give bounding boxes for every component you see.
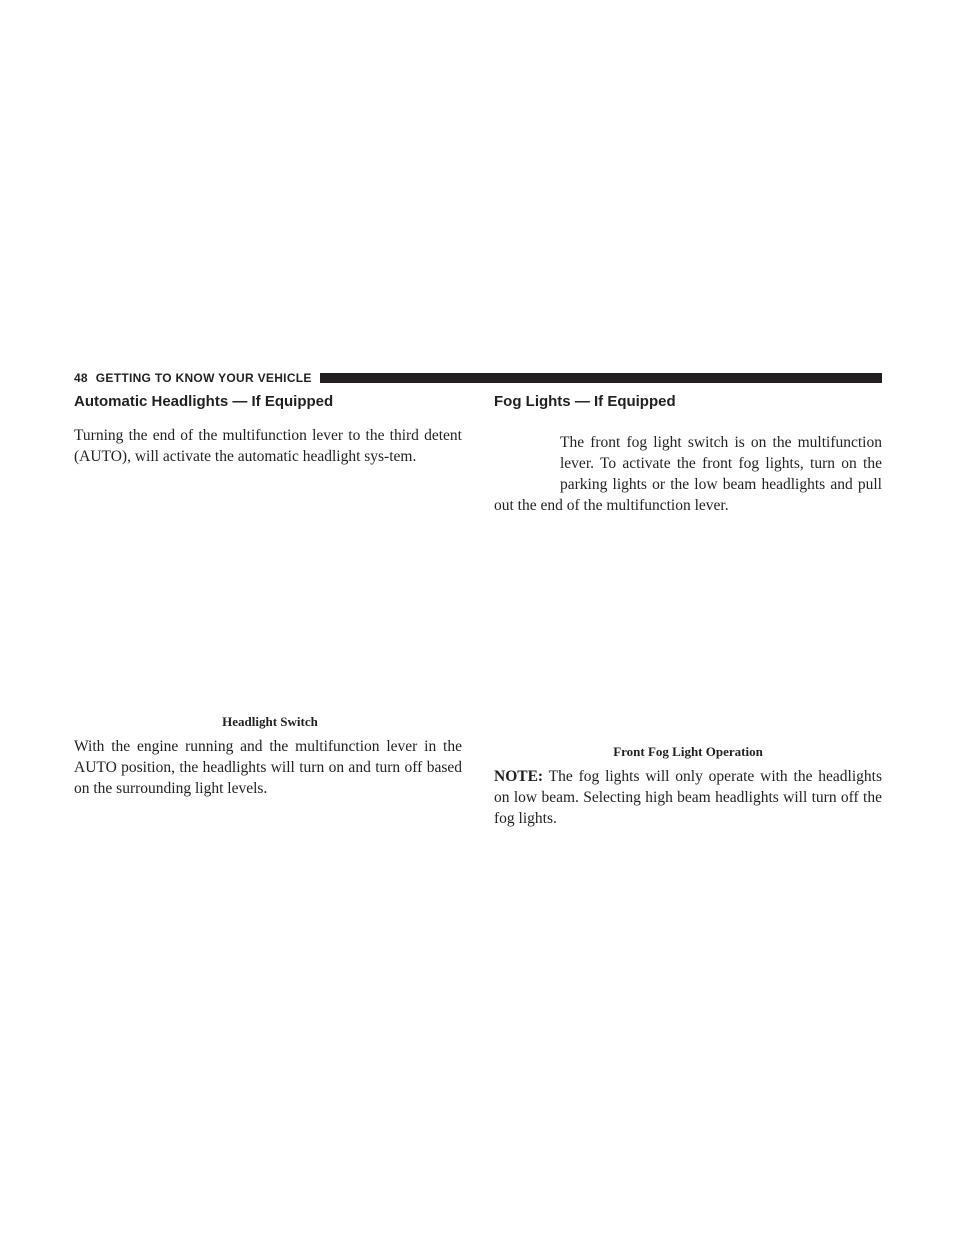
section-heading-fog-lights: Fog Lights — If Equipped [494,393,676,410]
fog-light-icon [494,432,560,492]
front-fog-light-caption: Front Fog Light Operation [613,744,763,759]
note-text: The fog lights will only operate with the headlights on low beam. Selecting high beam headlights will turn off the fog lights. [494,768,882,827]
header-rule [320,373,882,383]
auto-position-paragraph: With the engine running and the multifunction lever in the AUTO position, the headlights will turn on and turn off based on the surrounding light levels. [74,738,462,797]
page-header [74,371,882,385]
left-column [74,393,462,799]
chapter-title: GETTING TO KNOW YOUR VEHICLE [95,371,312,385]
fog-lights-paragraph: The front fog light switch is on the multifunction lever. To activate the front fog lights, turn on the parking lights or the low beam headlights and pull out the end of the multifunction lever. [494,434,882,514]
fog-lights-paragraph-block [494,432,882,516]
right-column [494,393,882,829]
headlight-switch-caption: Headlight Switch [222,714,318,729]
front-fog-light-figure [494,516,882,744]
page-number: 48 [74,371,88,385]
headlight-switch-figure [74,467,462,714]
note-label: NOTE: [494,768,544,785]
automatic-headlights-paragraph: Turning the end of the multifunction lever to the third detent (AUTO), will activate the automatic headlight sys-tem. [74,427,462,465]
section-heading-automatic-headlights: Automatic Headlights — If Equipped [74,393,334,410]
fog-lights-note [494,766,882,829]
